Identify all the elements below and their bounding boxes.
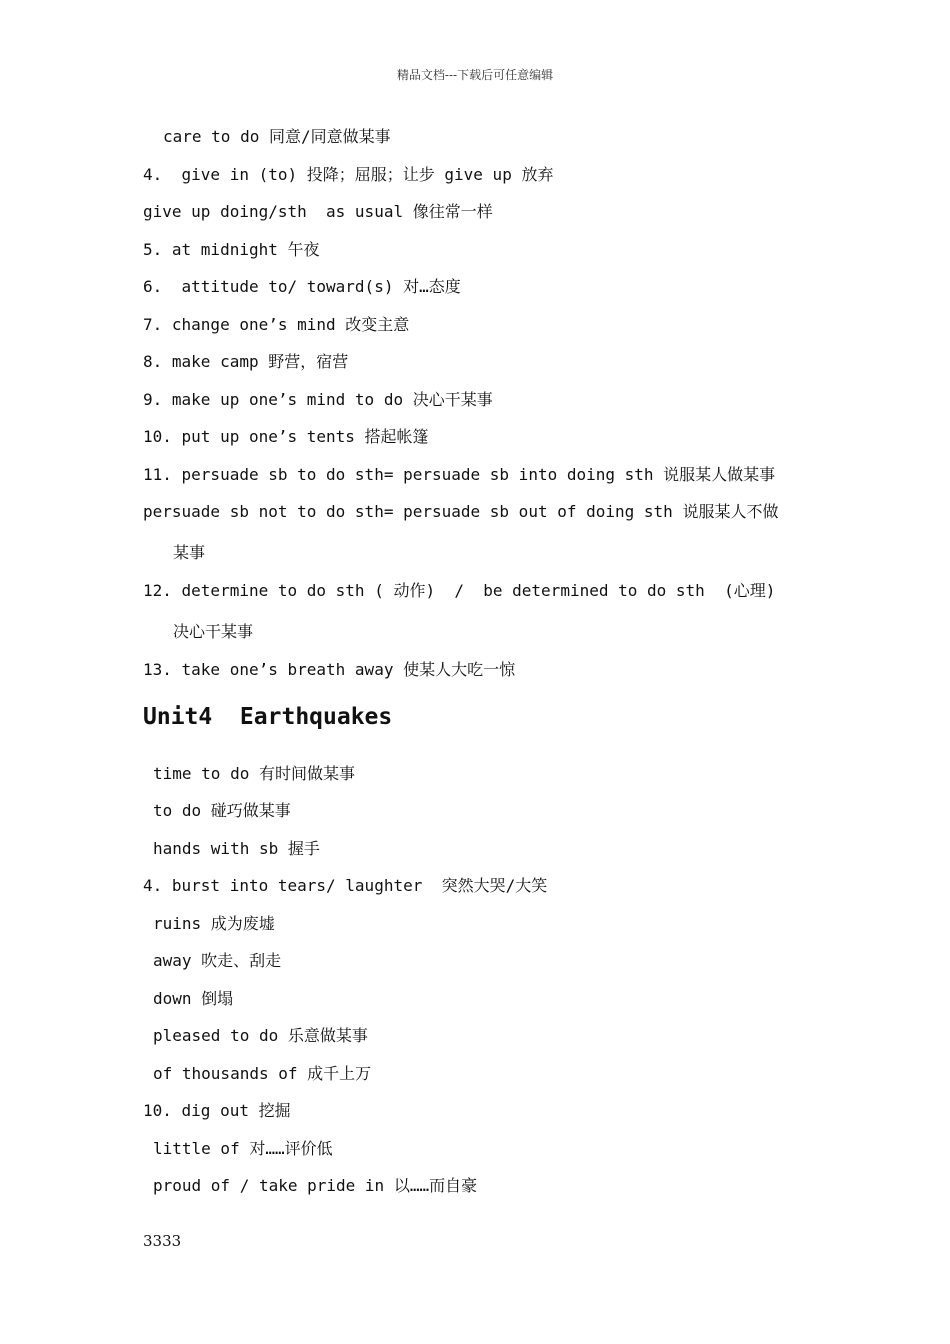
list-item: give up doing/sth as usual 像往常一样 — [143, 202, 493, 221]
list-item: care to do 同意/同意做某事 — [163, 127, 391, 146]
list-item: away 吹走、刮走 — [153, 951, 282, 970]
list-item: 5. at midnight 午夜 — [143, 240, 320, 259]
list-item: 10. put up one’s tents 搭起帐篷 — [143, 427, 429, 446]
list-item: persuade sb not to do sth= persuade sb out of doing sth 说服某人不做 — [143, 502, 779, 521]
list-item: 8. make camp 野营，宿营 — [143, 352, 349, 371]
list-item: down 倒塌 — [153, 989, 234, 1008]
list-item: little of 对……评价低 — [153, 1139, 333, 1158]
list-item: to do 碰巧做某事 — [153, 801, 291, 820]
list-item: 7. change one’s mind 改变主意 — [143, 315, 410, 334]
page-header: 精品文档---下载后可任意编辑 — [396, 68, 554, 82]
list-item: hands with sb 握手 — [153, 839, 320, 858]
list-item: proud of / take pride in 以……而自豪 — [153, 1176, 478, 1195]
list-item: 12. determine to do sth ( 动作) / be determined to do sth (心理) — [143, 581, 776, 600]
list-item: 11. persuade sb to do sth= persuade sb into doing sth 说服某人做某事 — [143, 465, 776, 484]
page-number: 3333 — [143, 1232, 182, 1250]
list-item-continuation: 决心干某事 — [173, 622, 254, 641]
list-item: 4. give in (to) 投降；屈服；让步 give up 放弃 — [143, 165, 554, 184]
list-item-continuation: 某事 — [173, 543, 206, 562]
list-item: time to do 有时间做某事 — [153, 764, 355, 783]
list-item: 10. dig out 挖掘 — [143, 1101, 291, 1120]
list-item: 4. burst into tears/ laughter 突然大哭/大笑 — [143, 876, 548, 895]
list-item: 9. make up one’s mind to do 决心干某事 — [143, 390, 493, 409]
list-item: ruins 成为废墟 — [153, 914, 275, 933]
list-item: 13. take one’s breath away 使某人大吃一惊 — [143, 660, 516, 679]
list-item: of thousands of 成千上万 — [153, 1064, 372, 1083]
list-item: 6. attitude to/ toward(s) 对…态度 — [143, 277, 461, 296]
section-heading: Unit4 Earthquakes — [143, 704, 393, 730]
list-item: pleased to do 乐意做某事 — [153, 1026, 368, 1045]
